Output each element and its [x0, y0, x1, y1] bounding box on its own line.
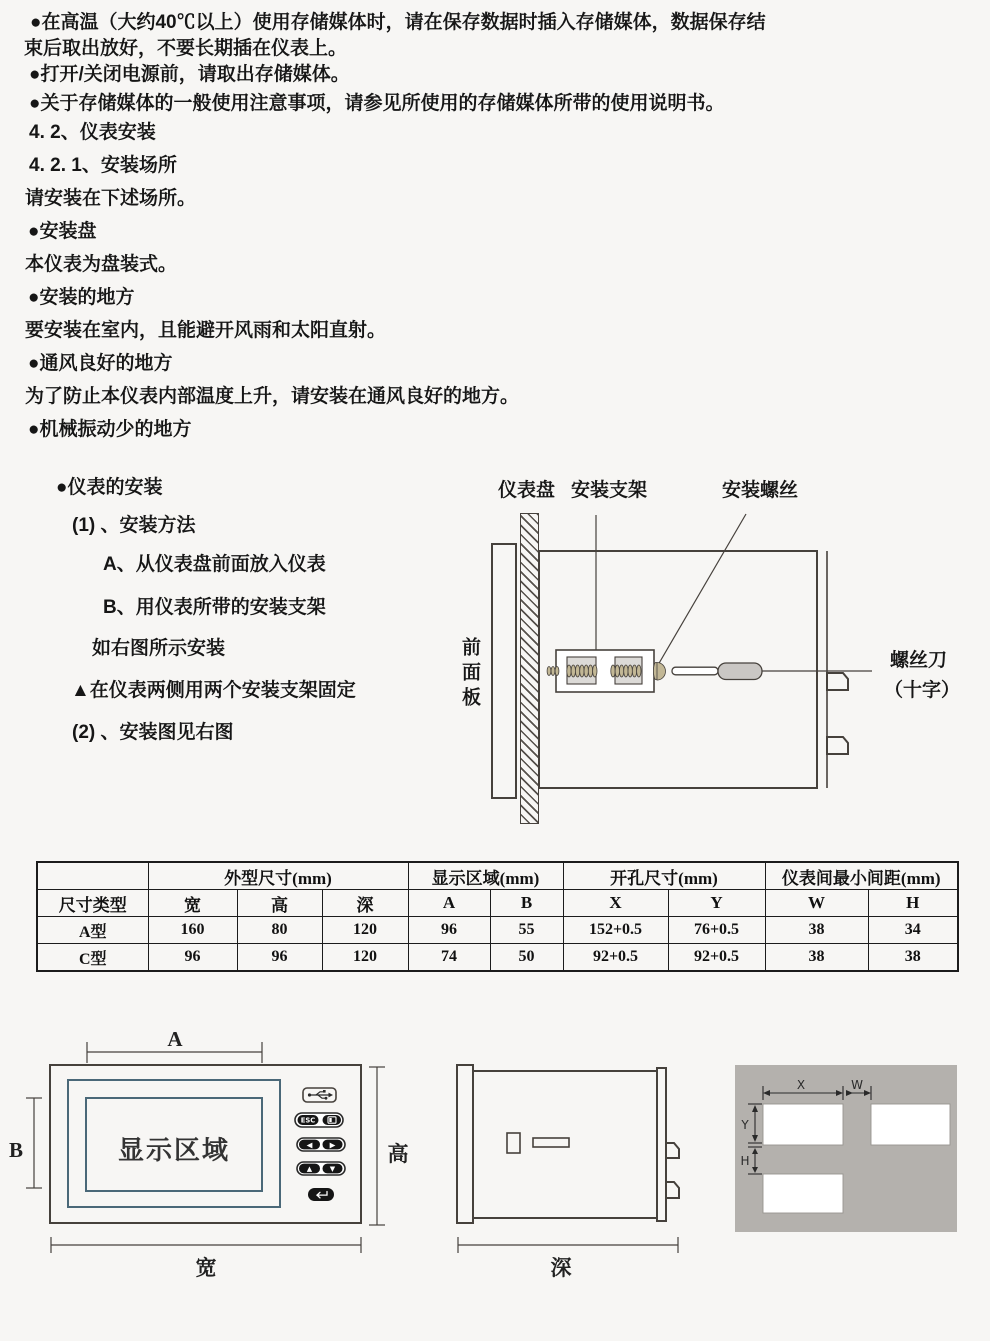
table-cell: 55	[490, 917, 563, 944]
mounting-step: A、从仪表盘前面放入仪表	[103, 554, 326, 575]
panel-hatch-strip	[520, 513, 539, 824]
note-line: ●在高温（大约40℃以上）使用存储媒体时，请在保存数据时插入存储媒体，数据保存结	[30, 12, 766, 33]
section-intro: 请安装在下述场所。	[25, 188, 197, 209]
col-header: A	[408, 890, 490, 917]
col-header: Y	[668, 890, 765, 917]
item-title: ●安装盘	[28, 221, 97, 242]
latch-tab	[666, 1182, 679, 1198]
dim-b-label: B	[8, 1138, 24, 1162]
table-row	[37, 944, 958, 972]
up-arrow-icon: ▲	[306, 1165, 313, 1174]
table-cell: 74	[408, 944, 490, 972]
dim-y-label: Y	[741, 1118, 749, 1132]
latch-tab	[827, 673, 848, 690]
col-header: W	[765, 890, 868, 917]
screw-label: 安装螺丝	[722, 480, 799, 501]
table-cell: A型	[37, 917, 148, 944]
side-view-diagram	[457, 1065, 679, 1280]
screwdriver-shaft	[672, 667, 718, 675]
group-header: 开孔尺寸(mm)	[563, 862, 765, 890]
latch-tab	[827, 737, 848, 754]
table-cell: 80	[237, 917, 322, 944]
table-cell: C型	[37, 944, 148, 972]
dim-x-label: X	[796, 1078, 806, 1092]
dim-depth-label: 深	[550, 1256, 572, 1280]
note-line: ●打开/关闭电源前，请取出存储媒体。	[29, 64, 350, 85]
mounting-step: 如右图所示安装	[92, 638, 226, 659]
dim-w-label: W	[851, 1078, 863, 1092]
col-header: 高	[237, 890, 322, 917]
table-cell: 96	[237, 944, 322, 972]
down-arrow-icon: ▼	[329, 1165, 336, 1174]
col-header: B	[490, 890, 563, 917]
latch-tab	[666, 1143, 679, 1158]
cutout-hole	[871, 1104, 950, 1145]
table-cell: 34	[868, 917, 958, 944]
table-corner-cell	[37, 862, 148, 890]
mounting-step: B、用仪表所带的安装支架	[103, 597, 326, 618]
table-cell: 96	[148, 944, 237, 972]
mounting-note: ▲在仪表两侧用两个安装支架固定	[71, 680, 356, 701]
dimension-figures	[0, 1010, 990, 1310]
screwdriver-label: 螺丝刀	[890, 650, 948, 671]
dim-width-label: 宽	[195, 1256, 217, 1280]
mounting-title: ●仪表的安装	[56, 477, 163, 498]
dim-a-label: A	[167, 1027, 183, 1051]
panel-cutout-diagram	[735, 1065, 957, 1232]
table-cell: 120	[322, 917, 408, 944]
mounting-step: (1) 、安装方法	[72, 515, 196, 536]
cutout-hole	[763, 1174, 843, 1213]
col-header: 宽	[148, 890, 237, 917]
bracket-label: 安装支架	[571, 480, 648, 501]
item-desc: 本仪表为盘装式。	[25, 254, 178, 275]
col-header: X	[563, 890, 668, 917]
panel-label: 仪表盘	[498, 480, 556, 501]
front-bezel	[492, 544, 516, 798]
note-line: 束后取出放好，不要长期插在仪表上。	[24, 38, 348, 59]
item-desc: 要安装在室内，且能避开风雨和太阳直射。	[25, 320, 387, 341]
side-rear-cap	[657, 1068, 666, 1221]
front-panel-label: 前面板	[459, 637, 480, 712]
table-cell: 76+0.5	[668, 917, 765, 944]
table-row	[37, 917, 958, 944]
item-desc: 为了防止本仪表内部温度上升，请安装在通风良好的地方。	[25, 386, 520, 407]
col-header: 尺寸类型	[37, 890, 148, 917]
mounting-step: (2) 、安装图见右图	[72, 722, 234, 743]
dimension-table	[36, 861, 959, 972]
table-column-header-row	[37, 890, 958, 917]
group-header: 显示区域(mm)	[408, 862, 563, 890]
table-cell: 152+0.5	[563, 917, 668, 944]
item-title: ●通风良好的地方	[28, 353, 173, 374]
col-header: 深	[322, 890, 408, 917]
table-cell: 38	[765, 917, 868, 944]
table-cell: 38	[765, 944, 868, 972]
dim-h-label: H	[740, 1154, 750, 1168]
dim-height-label: 高	[387, 1142, 409, 1166]
table-cell: 50	[490, 944, 563, 972]
right-arrow-icon: ▶	[329, 1140, 336, 1150]
item-title: ●安装的地方	[28, 287, 135, 308]
item-title: ●机械振动少的地方	[28, 419, 192, 440]
note-line: ●关于存储媒体的一般使用注意事项，请参见所使用的存储媒体所带的使用说明书。	[29, 93, 725, 114]
left-arrow-icon: ◀	[306, 1140, 313, 1150]
table-cell: 96	[408, 917, 490, 944]
table-group-header-row	[37, 862, 958, 890]
table-cell: 160	[148, 917, 237, 944]
table-cell: 120	[322, 944, 408, 972]
screwdriver-label-2: （十字）	[884, 680, 961, 701]
col-header: H	[868, 890, 958, 917]
group-header: 仪表间最小间距(mm)	[765, 862, 958, 890]
side-body	[473, 1071, 657, 1218]
cutout-hole	[763, 1104, 843, 1145]
table-cell: 92+0.5	[563, 944, 668, 972]
display-area-label: 显示区域	[117, 1136, 231, 1165]
table-cell: 92+0.5	[668, 944, 765, 972]
front-view-diagram	[9, 1027, 409, 1280]
table-cell: 38	[868, 944, 958, 972]
group-header: 外型尺寸(mm)	[148, 862, 408, 890]
section-heading: 4. 2、仪表安装	[29, 122, 156, 143]
screwdriver-handle	[718, 663, 762, 680]
esc-key-label: ESC	[300, 1116, 316, 1125]
section-subheading: 4. 2. 1、安装场所	[29, 155, 177, 176]
side-bezel	[457, 1065, 473, 1223]
